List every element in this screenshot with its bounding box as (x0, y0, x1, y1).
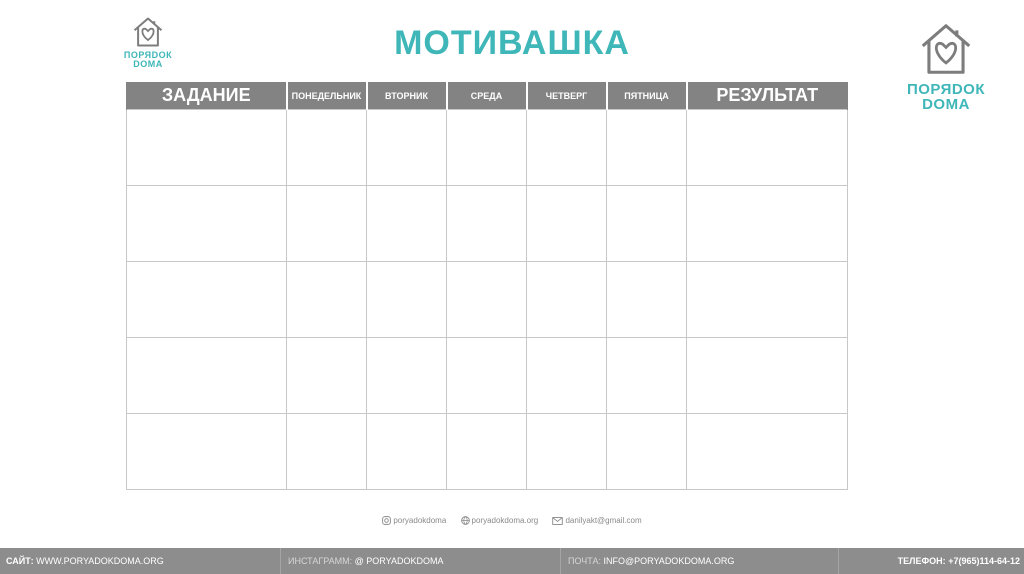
footer-instagram[interactable] (288, 548, 444, 574)
table-cell[interactable] (447, 338, 527, 414)
table-cell[interactable] (527, 110, 607, 186)
instagram-handle: poryadokdoma (393, 516, 447, 525)
instagram-icon (382, 516, 391, 525)
footer-site[interactable] (6, 548, 164, 574)
table-cell[interactable] (527, 262, 607, 338)
footer-divider (560, 548, 561, 574)
table-cell[interactable] (687, 414, 848, 490)
table-cell[interactable] (607, 110, 687, 186)
table-cell[interactable] (527, 186, 607, 262)
table-cell[interactable] (127, 186, 287, 262)
footer-phone-value: +7(965)114-64-12 (948, 556, 1020, 566)
table-cell[interactable] (607, 414, 687, 490)
brand-line1: ПОРЯDОК (906, 81, 986, 98)
header-wednesday: СРЕДА (447, 82, 527, 110)
table-cell[interactable] (447, 414, 527, 490)
footer-site-label: САЙТ: (6, 556, 34, 566)
table-row (127, 110, 848, 186)
table-row (127, 414, 848, 490)
brand-line1: ПОРЯDОК (123, 50, 173, 60)
table-cell[interactable] (127, 414, 287, 490)
website-contact[interactable] (461, 516, 539, 525)
table-cell[interactable] (367, 262, 447, 338)
table-cell[interactable] (447, 262, 527, 338)
table-cell[interactable] (527, 414, 607, 490)
footer-mail[interactable] (568, 548, 734, 574)
footer-mail-label: ПОЧТА: (568, 556, 601, 566)
table-cell[interactable] (687, 186, 848, 262)
brand-line2: DOMA (922, 96, 970, 113)
table-cell[interactable] (287, 414, 367, 490)
table-cell[interactable] (127, 110, 287, 186)
table-cell[interactable] (607, 262, 687, 338)
table-cell[interactable] (287, 110, 367, 186)
table-row (127, 338, 848, 414)
brand-name-large (896, 82, 996, 112)
table-cell[interactable] (687, 262, 848, 338)
table-body (127, 110, 848, 490)
email-contact[interactable] (552, 516, 641, 525)
table-cell[interactable] (367, 338, 447, 414)
footer-mail-value: INFO@PORYADOKDOMA.ORG (603, 556, 735, 566)
table-row (127, 262, 848, 338)
header-tuesday: ВТОРНИК (367, 82, 447, 110)
table-cell[interactable] (127, 262, 287, 338)
table-row (127, 186, 848, 262)
header-monday: ПОНЕДЕЛЬНИК (287, 82, 367, 110)
table-cell[interactable] (127, 338, 287, 414)
footer-insta-label: ИНСТАГРАММ: (288, 556, 353, 566)
brand-line2: DOMA (133, 59, 163, 69)
table-header-row (127, 82, 848, 110)
email-address: danilyakt@gmail.com (565, 516, 642, 525)
table-cell[interactable] (527, 338, 607, 414)
footer-phone[interactable] (898, 548, 1020, 574)
table-cell[interactable] (367, 186, 447, 262)
table-cell[interactable] (367, 414, 447, 490)
footer-divider (280, 548, 281, 574)
page-title: МОТИВАШКА (394, 24, 630, 62)
footer-insta-value: @ PORYADOKDOMA (354, 556, 444, 566)
instagram-contact[interactable] (382, 516, 446, 525)
table-cell[interactable] (287, 262, 367, 338)
table-cell[interactable] (607, 338, 687, 414)
header-friday: ПЯТНИЦА (607, 82, 687, 110)
website-url: poryadokdoma.org (471, 516, 539, 525)
footer-site-value: WWW.PORYADOKDOMA.ORG (36, 556, 164, 566)
motivation-table (126, 82, 848, 490)
table-cell[interactable] (607, 186, 687, 262)
footer-divider (838, 548, 839, 574)
footer-bar (0, 548, 1024, 574)
table-cell[interactable] (687, 110, 848, 186)
table-cell[interactable] (447, 110, 527, 186)
table-cell[interactable] (367, 110, 447, 186)
contact-line (0, 516, 1024, 525)
header-result: РЕЗУЛЬТАТ (687, 82, 848, 110)
table-cell[interactable] (287, 338, 367, 414)
footer-phone-label: ТЕЛЕФОН: (897, 556, 946, 566)
table-cell[interactable] (287, 186, 367, 262)
table-cell[interactable] (687, 338, 848, 414)
table-cell[interactable] (447, 186, 527, 262)
header-task: ЗАДАНИЕ (127, 82, 287, 110)
globe-icon (461, 516, 470, 525)
header-thursday: ЧЕТВЕРГ (527, 82, 607, 110)
envelope-icon (552, 517, 563, 525)
